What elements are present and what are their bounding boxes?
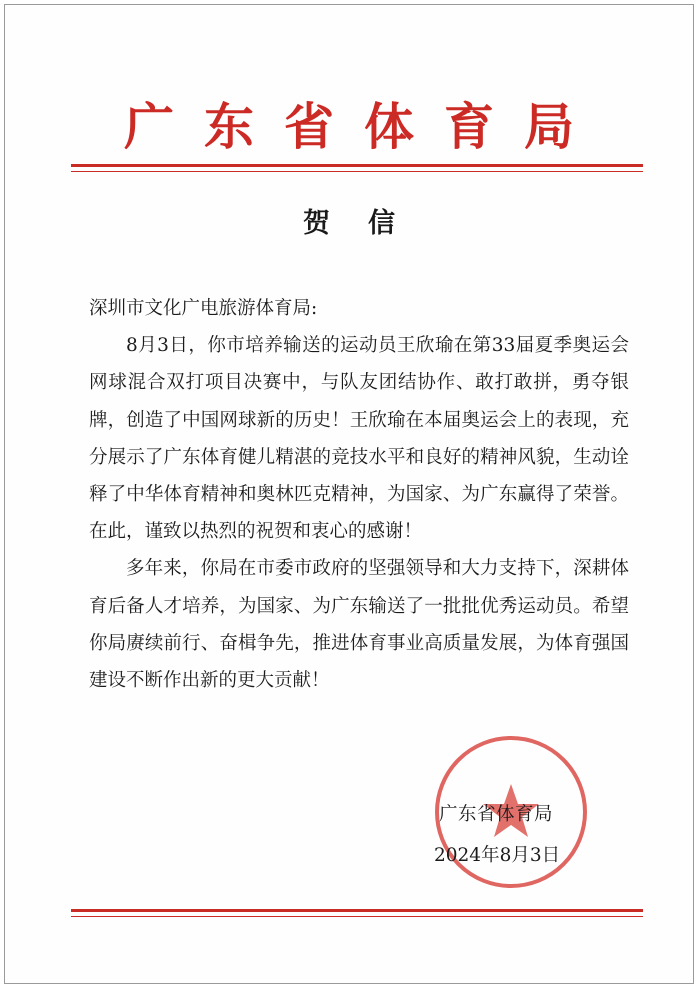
letter-body xyxy=(89,290,629,699)
signature-date: 2024年8月3日 xyxy=(434,845,561,866)
paragraph-2: 多年来，你局在市委市政府的坚强领导和大力支持下，深耕体育后备人才培养，为国家、为广东输送了一批批优秀运动员。希望你局赓续前行、奋楫争先，推进体育事业高质量发展，为体育强国建设不断作出新的更大贡献！ xyxy=(89,558,629,692)
signature-org: 广东省体育局 xyxy=(439,804,554,825)
document-title: 贺信 xyxy=(303,208,433,239)
letter-page xyxy=(4,4,694,984)
letterhead-rule-thick xyxy=(71,164,643,167)
footer-rule-thin xyxy=(71,916,643,917)
footer-rule-thick xyxy=(71,909,643,912)
letterhead-rule-thin xyxy=(71,171,643,172)
letterhead-title: 广东省体育局 xyxy=(124,97,604,156)
paragraph-1: 8月3日，你市培养输送的运动员王欣瑜在第33届夏季奥运会网球混合双打项目决赛中，与队友团结协作、敢打敢拼，勇夺银牌，创造了中国网球新的历史！王欣瑜在本届奥运会上的表现，充分展示了广东体育健儿精湛的竞技水平和良好的精神风貌，生动诠释了中华体育精神和奥林匹克精神，为国家、为广东赢得了荣誉。在此，谨致以热烈的祝贺和衷心的感谢！ xyxy=(89,335,629,543)
salutation: 深圳市文化广电旅游体育局: xyxy=(89,298,318,319)
